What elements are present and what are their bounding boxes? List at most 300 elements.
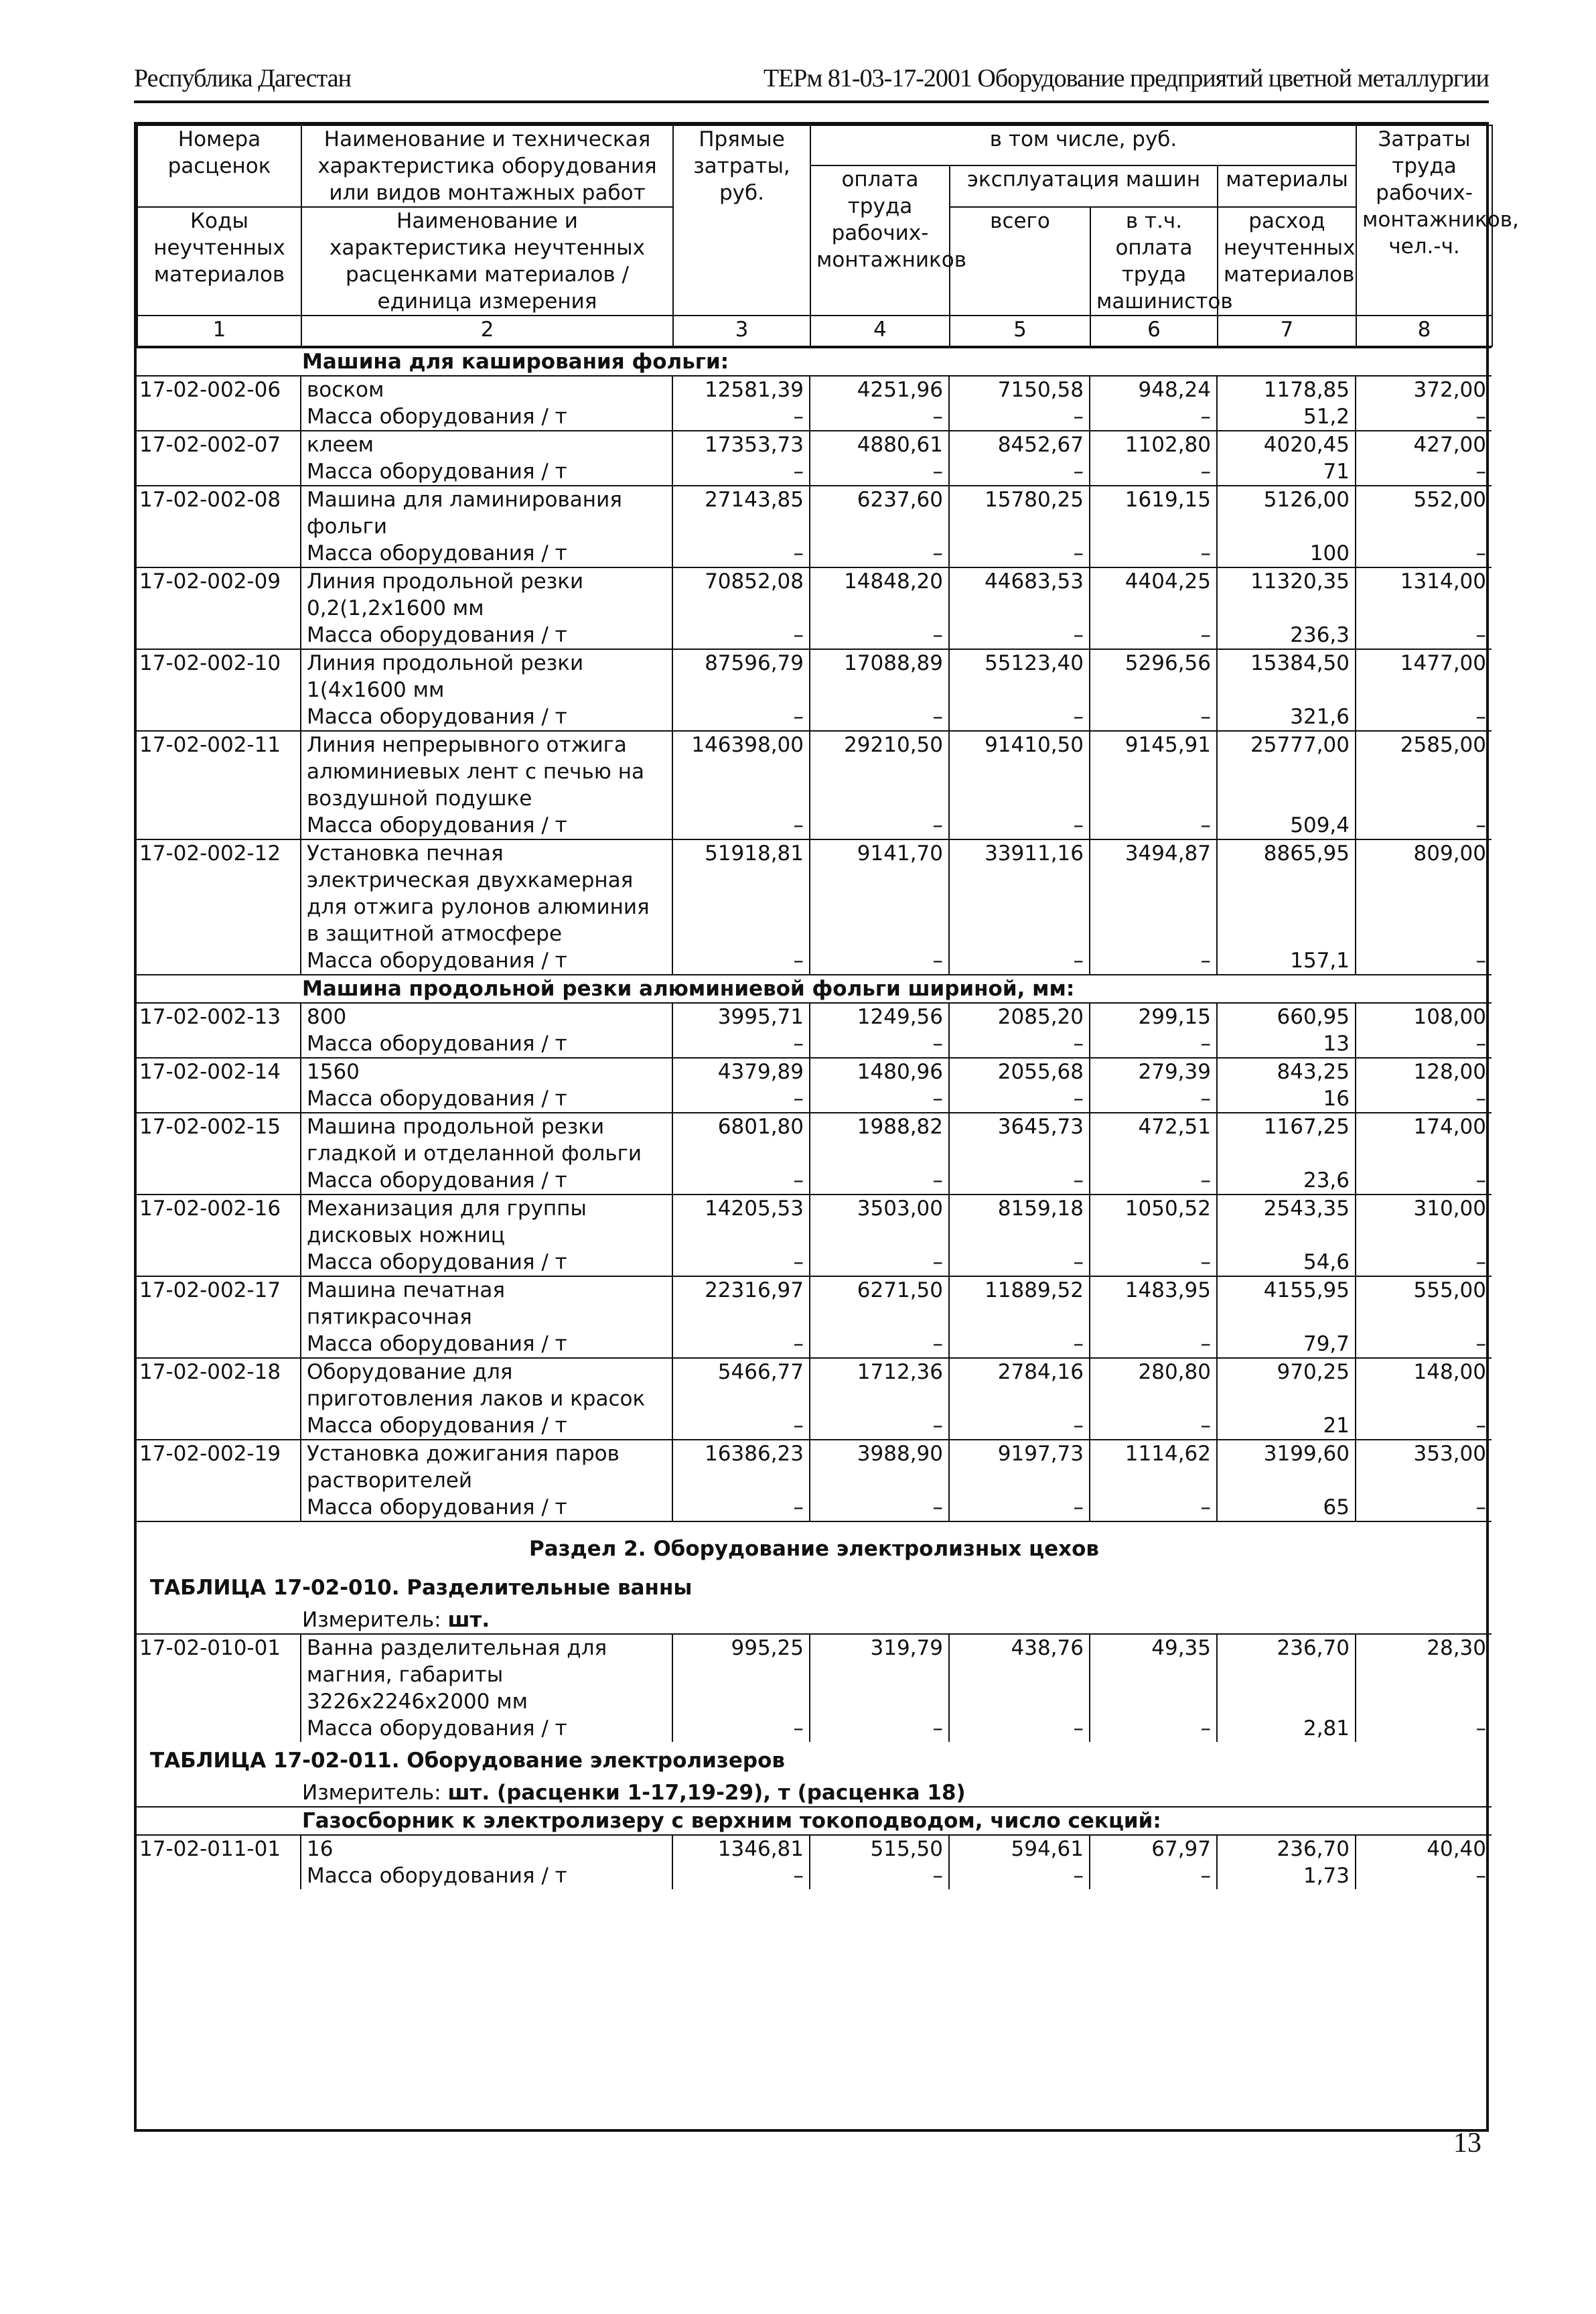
code-spacer [137,1494,301,1521]
mass-row [137,947,1492,975]
code-spacer [137,947,301,975]
value-cell: 128,00 [1356,1058,1492,1085]
mass-row [137,1249,1492,1276]
mass-label: Масса оборудования / т [307,1864,567,1888]
mass-value: 79,7 [1217,1331,1356,1358]
dash-cell: – [1090,947,1217,975]
value-cell: 236,70 [1217,1634,1356,1715]
item-name: клеем [301,431,672,458]
mass-value: 54,6 [1217,1249,1356,1276]
value-cell: 29210,50 [810,731,949,812]
mass-label: Масса оборудования / т [307,623,567,647]
value-cell: 33911,16 [949,839,1090,947]
rate-code: 17-02-002-13 [137,1003,301,1030]
item-name: Машина печатная пятикрасочная [301,1276,672,1331]
code-spacer [137,1862,301,1889]
rate-code: 17-02-002-16 [137,1195,301,1249]
dash-cell: – [949,1030,1090,1058]
dash-cell: – [1356,947,1492,975]
page-number: 13 [1453,2128,1481,2159]
mass-value: 71 [1217,458,1356,486]
mass-label: Масса оборудования / т [307,949,567,973]
dash-cell: – [949,1249,1090,1276]
value-cell: 310,00 [1356,1195,1492,1249]
value-cell: 3988,90 [810,1440,949,1494]
mass-label: Масса оборудования / т [307,1087,567,1111]
value-cell: 17088,89 [810,649,949,703]
rate-code: 17-02-002-18 [137,1358,301,1412]
value-cell: 14848,20 [810,567,949,622]
value-cell: 438,76 [949,1634,1090,1715]
dash-cell: – [949,1412,1090,1440]
code-spacer [137,1331,301,1358]
dash-cell: – [672,1249,810,1276]
dash-cell: – [810,703,949,731]
code-spacer [137,812,301,839]
code-spacer [137,403,301,431]
column-number: 3 [673,316,810,346]
value-cell: 2543,35 [1217,1195,1356,1249]
mass-row [137,1494,1492,1521]
mass-row [137,703,1492,731]
value-cell: 108,00 [1356,1003,1492,1030]
value-cell: 2085,20 [949,1003,1090,1030]
value-cell: 12581,39 [672,376,810,403]
dash-cell: – [1356,622,1492,649]
table-row [137,731,1492,812]
group-title: Машина для каширования фольги: [137,348,1492,376]
dash-cell: – [949,540,1090,567]
rate-code: 17-02-002-06 [137,376,301,403]
mass-value: 23,6 [1217,1167,1356,1195]
mass-value: 1,73 [1217,1862,1356,1889]
dash-cell: – [1356,1412,1492,1440]
value-cell: 11889,52 [949,1276,1090,1331]
dash-cell: – [949,1715,1090,1742]
code-spacer [137,1249,301,1276]
dash-cell: – [1356,1249,1492,1276]
value-cell: 4379,89 [672,1058,810,1085]
dash-cell: – [810,1715,949,1742]
dash-cell: – [672,1862,810,1889]
mass-value: 13 [1217,1030,1356,1058]
value-cell: 1314,00 [1356,567,1492,622]
rate-code: 17-02-011-01 [137,1835,301,1862]
value-cell: 49,35 [1090,1634,1217,1715]
table-row [137,1003,1492,1030]
dash-cell: – [1090,403,1217,431]
dash-cell: – [672,812,810,839]
table-title: ТАБЛИЦА 17-02-011. Оборудование электролизеров [150,1749,785,1773]
mass-label: Масса оборудования / т [307,813,567,837]
value-cell: 67,97 [1090,1835,1217,1862]
table-row [137,431,1492,458]
dash-cell: – [949,1862,1090,1889]
value-cell: 1619,15 [1090,486,1217,540]
dash-cell: – [1090,458,1217,486]
table-row [137,1835,1492,1862]
value-cell: 91410,50 [949,731,1090,812]
mass-label: Масса оборудования / т [307,405,567,429]
item-name: воском [301,376,672,403]
value-cell: 970,25 [1217,1358,1356,1412]
code-spacer [137,1715,301,1742]
value-cell: 8865,95 [1217,839,1356,947]
dash-cell: – [1090,703,1217,731]
dash-cell: – [810,1167,949,1195]
value-cell: 280,80 [1090,1358,1217,1412]
rate-code: 17-02-010-01 [137,1634,301,1715]
mass-value: 51,2 [1217,403,1356,431]
dash-cell: – [810,622,949,649]
item-name: Линия непрерывного отжига алюминиевых лент с печью на воздушной подушке [301,731,672,812]
value-cell: 1712,36 [810,1358,949,1412]
dash-cell: – [810,458,949,486]
table-row [137,567,1492,622]
value-cell: 3645,73 [949,1113,1090,1167]
value-cell: 372,00 [1356,376,1492,403]
value-cell: 1249,56 [810,1003,949,1030]
dash-cell: – [810,1862,949,1889]
dash-cell: – [810,1030,949,1058]
value-cell: 319,79 [810,1634,949,1715]
item-name: Ванна разделительная для магния, габариты 3226x2246x2000 мм [301,1634,672,1715]
dash-cell: – [1090,1167,1217,1195]
code-spacer [137,1085,301,1113]
mass-value: 509,4 [1217,812,1356,839]
running-header-region: Республика Дагестан [134,64,351,92]
measure-value: шт. [447,1608,490,1632]
rate-code: 17-02-002-14 [137,1058,301,1085]
dash-cell: – [949,703,1090,731]
group-row [137,348,1492,376]
value-cell: 5296,56 [1090,649,1217,703]
value-cell: 555,00 [1356,1276,1492,1331]
value-cell: 16386,23 [672,1440,810,1494]
dash-cell: – [949,1331,1090,1358]
mass-value: 157,1 [1217,947,1356,975]
value-cell: 70852,08 [672,567,810,622]
value-cell: 1346,81 [672,1835,810,1862]
dash-cell: – [672,1030,810,1058]
mass-row [137,1030,1492,1058]
table-row [137,1276,1492,1331]
dash-cell: – [949,458,1090,486]
dash-cell: – [1356,403,1492,431]
value-cell: 4251,96 [810,376,949,403]
measure-unit [137,1607,1492,1634]
table-row [137,1634,1492,1715]
mass-label: Масса оборудования / т [307,705,567,729]
dash-cell: – [672,403,810,431]
value-cell: 1050,52 [1090,1195,1217,1249]
mass-row [137,458,1492,486]
dash-cell: – [1090,1030,1217,1058]
section-title-row [137,1521,1492,1569]
dash-cell: – [1090,622,1217,649]
rate-code: 17-02-002-19 [137,1440,301,1494]
rate-code: 17-02-002-07 [137,431,301,458]
value-cell: 174,00 [1356,1113,1492,1167]
table-row [137,1195,1492,1249]
value-cell: 299,15 [1090,1003,1217,1030]
dash-cell: – [1090,1412,1217,1440]
dash-cell: – [949,403,1090,431]
dash-cell: – [1356,1331,1492,1358]
mass-label: Масса оборудования / т [307,1414,567,1438]
code-spacer [137,622,301,649]
table-title: ТАБЛИЦА 17-02-010. Разделительные ванны [150,1576,693,1600]
item-name: Линия продольной резки 0,2(1,2x1600 мм [301,567,672,622]
measure-value: шт. (расценки 1-17,19-29), т (расценка 18) [447,1781,966,1805]
table-row [137,486,1492,540]
group-row [137,975,1492,1003]
column-number: 7 [1218,316,1356,346]
value-cell: 11320,35 [1217,567,1356,622]
col8-header: Затраты труда рабочих-монтажников, чел.-ч. [1356,125,1492,316]
dash-cell: – [1356,1494,1492,1521]
column-number: 4 [810,316,950,346]
running-header-document: ТЕРм 81-03-17-2001 Оборудование предприятий цветной металлургии [763,64,1489,92]
dash-cell: – [1356,1862,1492,1889]
mass-row [137,403,1492,431]
mass-row [137,1085,1492,1113]
col2-top-header: Наименование и техническая характеристика оборудования или видов монтажных работ [301,125,673,207]
mass-value: 2,81 [1217,1715,1356,1742]
dash-cell: – [949,947,1090,975]
rate-code: 17-02-002-15 [137,1113,301,1167]
mass-label: Масса оборудования / т [307,460,567,484]
value-cell: 8159,18 [949,1195,1090,1249]
value-cell: 1480,96 [810,1058,949,1085]
col3-header: Прямые затраты, руб. [673,125,810,316]
dash-cell: – [672,1715,810,1742]
measure-label: Измеритель: [302,1608,441,1632]
mass-label: Масса оборудования / т [307,1716,567,1741]
dash-cell: – [810,947,949,975]
code-spacer [137,1167,301,1195]
rate-code: 17-02-002-09 [137,567,301,622]
mass-value: 65 [1217,1494,1356,1521]
value-cell: 279,39 [1090,1058,1217,1085]
measure-row [137,1779,1492,1807]
table-row [137,1440,1492,1494]
dash-cell: – [949,1085,1090,1113]
item-name: Оборудование для приготовления лаков и красок [301,1358,672,1412]
group-title-row [137,1807,1492,1835]
dash-cell: – [1356,812,1492,839]
col2-bottom-header: Наименование и характеристика неучтенных расценками материалов / единица измерения [301,207,673,316]
value-cell: 1483,95 [1090,1276,1217,1331]
table-row [137,1058,1492,1085]
dash-cell: – [1090,812,1217,839]
mass-value: 16 [1217,1085,1356,1113]
value-cell: 1167,25 [1217,1113,1356,1167]
price-table-body [137,347,1492,1889]
column-number: 5 [950,316,1090,346]
dash-cell: – [949,1167,1090,1195]
mass-row [137,540,1492,567]
value-cell: 15384,50 [1217,649,1356,703]
mass-row [137,622,1492,649]
item-name: Линия продольной резки 1(4x1600 мм [301,649,672,703]
value-cell: 146398,00 [672,731,810,812]
measure-label: Измеритель: [302,1781,441,1805]
dash-cell: – [672,540,810,567]
value-cell: 6801,80 [672,1113,810,1167]
value-cell: 1178,85 [1217,376,1356,403]
value-cell: 3503,00 [810,1195,949,1249]
table-row [137,839,1492,947]
mass-row [137,1862,1492,1889]
dash-cell: – [672,1494,810,1521]
value-cell: 27143,85 [672,486,810,540]
rate-code: 17-02-002-11 [137,731,301,812]
mass-row [137,1715,1492,1742]
col4-header: оплата труда рабочих-монтажников [810,165,950,316]
mass-label: Масса оборудования / т [307,1032,567,1056]
value-cell: 3494,87 [1090,839,1217,947]
dash-cell: – [1090,540,1217,567]
value-cell: 87596,79 [672,649,810,703]
dash-cell: – [672,703,810,731]
item-name: Установка дожигания паров растворителей [301,1440,672,1494]
col1-top-header: Номера расценок [137,125,301,207]
dash-cell: – [1090,1494,1217,1521]
incl-header: в том числе, руб. [810,125,1356,165]
dash-cell: – [672,1167,810,1195]
mass-value: 21 [1217,1412,1356,1440]
dash-cell: – [1356,1167,1492,1195]
mass-value: 236,3 [1217,622,1356,649]
dash-cell: – [949,622,1090,649]
dash-cell: – [810,403,949,431]
dash-cell: – [810,540,949,567]
dash-cell: – [672,622,810,649]
mass-row [137,1167,1492,1195]
item-name: Механизация для группы дисковых ножниц [301,1195,672,1249]
dash-cell: – [810,1331,949,1358]
dash-cell: – [1090,1715,1217,1742]
value-cell: 148,00 [1356,1358,1492,1412]
table-row [137,376,1492,403]
value-cell: 22316,97 [672,1276,810,1331]
dash-cell: – [1090,1331,1217,1358]
dash-cell: – [1356,458,1492,486]
dash-cell: – [672,1085,810,1113]
value-cell: 1102,80 [1090,431,1217,458]
rate-code: 17-02-002-08 [137,486,301,540]
value-cell: 15780,25 [949,486,1090,540]
value-cell: 17353,73 [672,431,810,458]
mass-row [137,812,1492,839]
value-cell: 40,40 [1356,1835,1492,1862]
col5-header: всего [950,207,1090,316]
value-cell: 995,25 [672,1634,810,1715]
code-spacer [137,1412,301,1440]
value-cell: 1114,62 [1090,1440,1217,1494]
group-title: Машина продольной резки алюминиевой фольги шириной, мм: [137,975,1492,1003]
group-title: Газосборник к электролизеру с верхним токоподводом, число секций: [137,1807,1492,1835]
value-cell: 552,00 [1356,486,1492,540]
rate-code: 17-02-002-17 [137,1276,301,1331]
value-cell: 843,25 [1217,1058,1356,1085]
code-spacer [137,1030,301,1058]
value-cell: 2055,68 [949,1058,1090,1085]
dash-cell: – [672,458,810,486]
code-spacer [137,540,301,567]
dash-cell: – [1356,703,1492,731]
value-cell: 28,30 [1356,1634,1492,1715]
materials-header: материалы [1218,165,1356,207]
value-cell: 4155,95 [1217,1276,1356,1331]
value-cell: 51918,81 [672,839,810,947]
value-cell: 5466,77 [672,1358,810,1412]
item-name: Машина для ламинирования фольги [301,486,672,540]
column-number: 6 [1090,316,1218,346]
mass-label: Масса оборудования / т [307,1332,567,1356]
value-cell: 948,24 [1090,376,1217,403]
item-name: Машина продольной резки гладкой и отделанной фольги [301,1113,672,1167]
value-cell: 55123,40 [949,649,1090,703]
value-cell: 472,51 [1090,1113,1217,1167]
header-rule [134,100,1489,103]
exploit-header: эксплуатация машин [950,165,1218,207]
dash-cell: – [1090,1249,1217,1276]
value-cell: 7150,58 [949,376,1090,403]
column-number: 2 [301,316,673,346]
value-cell: 1477,00 [1356,649,1492,703]
value-cell: 353,00 [1356,1440,1492,1494]
value-cell: 4020,45 [1217,431,1356,458]
value-cell: 8452,67 [949,431,1090,458]
table-title-row [137,1569,1492,1607]
value-cell: 3995,71 [672,1003,810,1030]
dash-cell: – [1090,1862,1217,1889]
measure-row [137,1607,1492,1634]
value-cell: 25777,00 [1217,731,1356,812]
table-header [137,125,1519,347]
dash-cell: – [1356,1715,1492,1742]
column-number: 1 [137,316,301,346]
value-cell: 427,00 [1356,431,1492,458]
code-spacer [137,458,301,486]
table-title-row [137,1742,1492,1779]
dash-cell: – [949,1494,1090,1521]
mass-value: 321,6 [1217,703,1356,731]
dash-cell: – [672,947,810,975]
dash-cell: – [672,1412,810,1440]
rate-code: 17-02-002-12 [137,839,301,947]
item-name: 800 [301,1003,672,1030]
col7-header: расход неучтенных материалов [1218,207,1356,316]
measure-unit [137,1779,1492,1807]
section-title: Раздел 2. Оборудование электролизных цехов [137,1521,1492,1569]
dash-cell: – [1356,1030,1492,1058]
mass-row [137,1331,1492,1358]
table-row [137,1358,1492,1412]
mass-row [137,1412,1492,1440]
value-cell: 4880,61 [810,431,949,458]
value-cell: 1988,82 [810,1113,949,1167]
value-cell: 44683,53 [949,567,1090,622]
table-row [137,1113,1492,1167]
value-cell: 6271,50 [810,1276,949,1331]
value-cell: 809,00 [1356,839,1492,947]
dash-cell: – [810,1494,949,1521]
value-cell: 3199,60 [1217,1440,1356,1494]
value-cell: 660,95 [1217,1003,1356,1030]
